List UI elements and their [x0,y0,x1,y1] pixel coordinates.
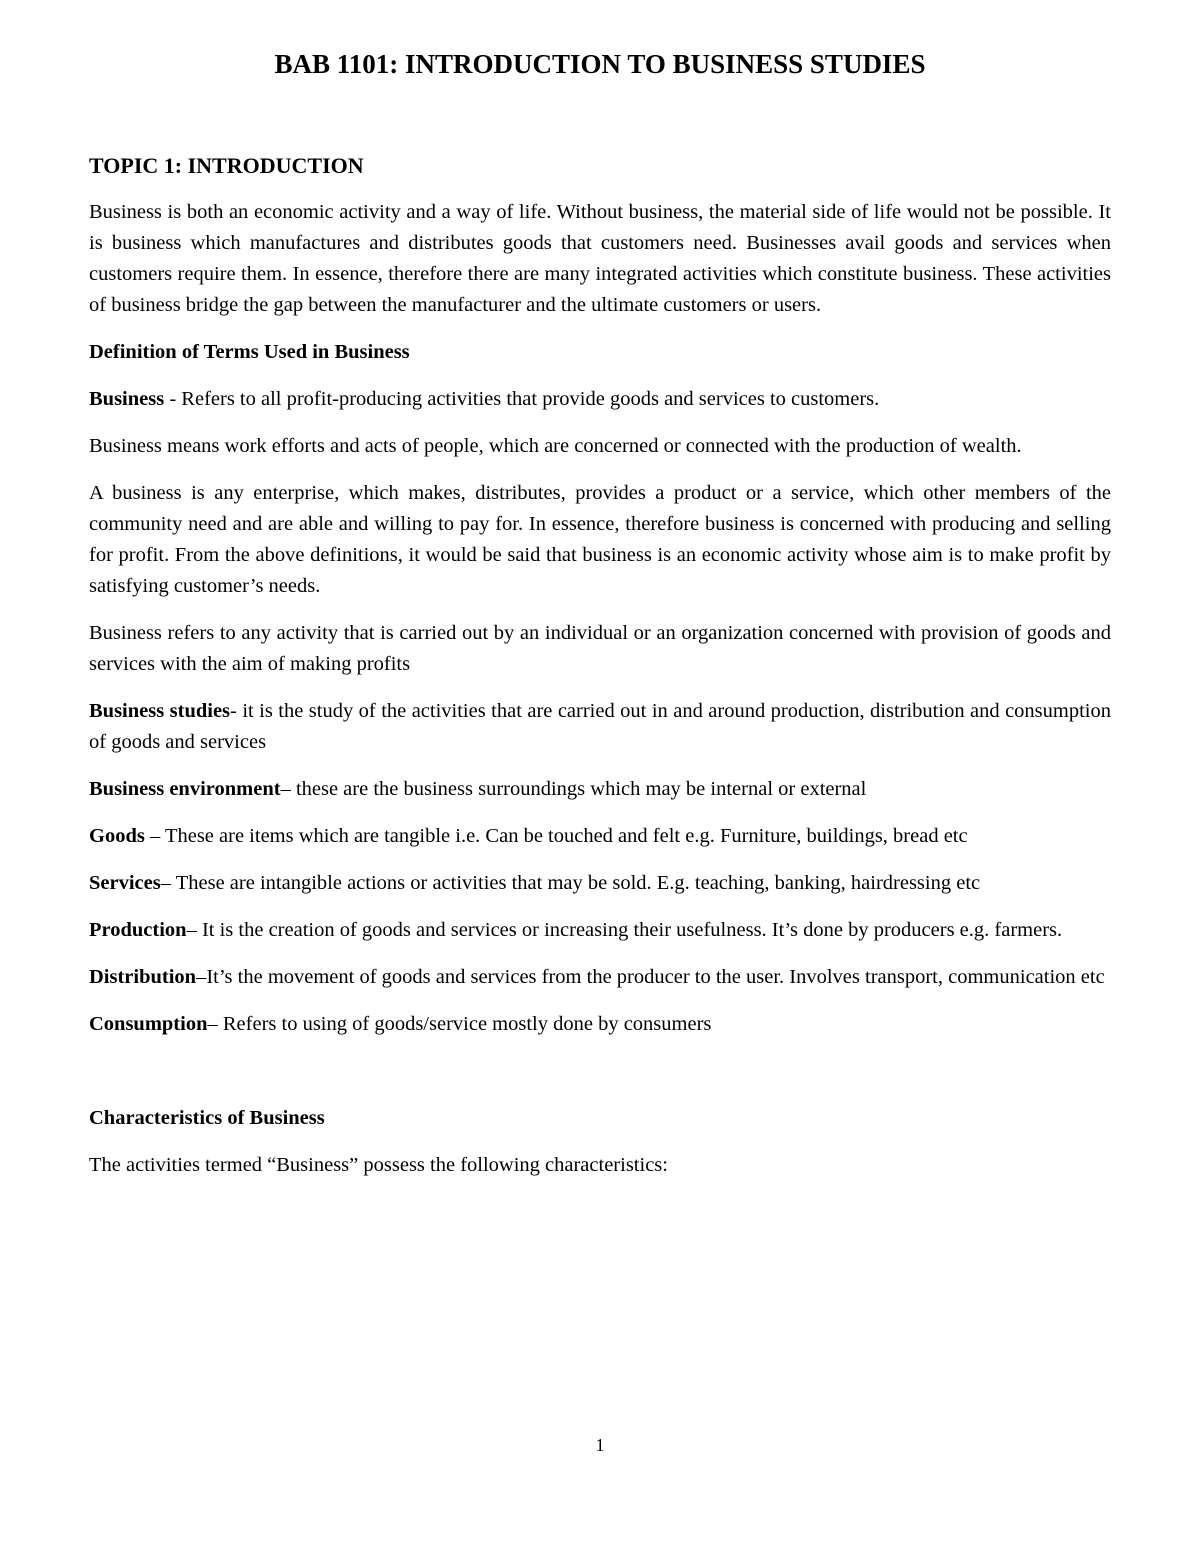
definition-text: –It’s the movement of goods and services from the producer to the user. Involves transport, communication etc [196,966,1105,988]
definition-text: Business means work efforts and acts of people, which are concerned or connected with the production of wealth. [89,435,1022,457]
definition-term: Consumption [89,1013,208,1035]
definition-term: Business studies [89,700,231,722]
definition-text: A business is any enterprise, which makes, distributes, provides a product or a service, which other members of the community need and are able and willing to pay for. In essence, therefore business is concerned with producing and selling for profit. From the above definitions, it would be said that business is an economic activity whose aim is to make profit by satisfying customer’s needs. [89,482,1111,597]
definition-text: – these are the business surroundings which may be internal or external [280,778,867,800]
definition-business-environment [89,774,1111,805]
definition-consumption [89,1009,1111,1040]
document-title: BAB 1101: INTRODUCTION TO BUSINESS STUDIES [274,49,926,79]
characteristics-intro: The activities termed “Business” possess the following characteristics: [89,1154,668,1176]
document-body [89,150,1111,1197]
topic-heading: TOPIC 1: INTRODUCTION [89,153,364,178]
definition-business-studies [89,696,1111,758]
definition-text: – These are intangible actions or activities that may be sold. E.g. teaching, banking, hairdressing etc [160,872,981,894]
definition-goods [89,821,1111,852]
definition-term: Production [89,919,187,941]
section-spacer [89,1056,1111,1103]
definitions-heading: Definition of Terms Used in Business [89,341,410,363]
page-number: 1 [595,1435,605,1455]
intro-paragraph: Business is both an economic activity and a way of life. Without business, the material side of life would not be possible. It is business which manufactures and distributes goods that customers need. Businesses avail goods and services when customers require them. In essence, therefore there are many integrated activities which constitute business. These activities of business bridge the gap between the manufacturer and the ultimate customers or users. [89,201,1111,316]
definition-business-activity [89,618,1111,680]
characteristics-heading: Characteristics of Business [89,1107,325,1129]
definition-business [89,384,1111,415]
definition-term: Business [89,388,165,410]
definition-business-wealth [89,431,1111,462]
definition-term: Distribution [89,966,197,988]
definition-production [89,915,1111,946]
definition-text: Business refers to any activity that is carried out by an individual or an organization concerned with provision of goods and services with the aim of making profits [89,622,1111,675]
definition-text: – It is the creation of goods and services or increasing their usefulness. It’s done by producers e.g. farmers. [186,919,1063,941]
definition-text: – These are items which are tangible i.e. Can be touched and felt e.g. Furniture, buildings, bread etc [144,825,968,847]
definition-term: Services [89,872,161,894]
definition-services [89,868,1111,899]
definition-distribution [89,962,1111,993]
definition-text: - it is the study of the activities that are carried out in and around production, distribution and consumption of goods and services [89,700,1111,753]
definition-term: Goods [89,825,145,847]
definition-text: - Refers to all profit-producing activities that provide goods and services to customers. [164,388,880,410]
definition-text: – Refers to using of goods/service mostly done by consumers [207,1013,712,1035]
definition-business-enterprise [89,478,1111,602]
definition-term: Business environment [89,778,281,800]
